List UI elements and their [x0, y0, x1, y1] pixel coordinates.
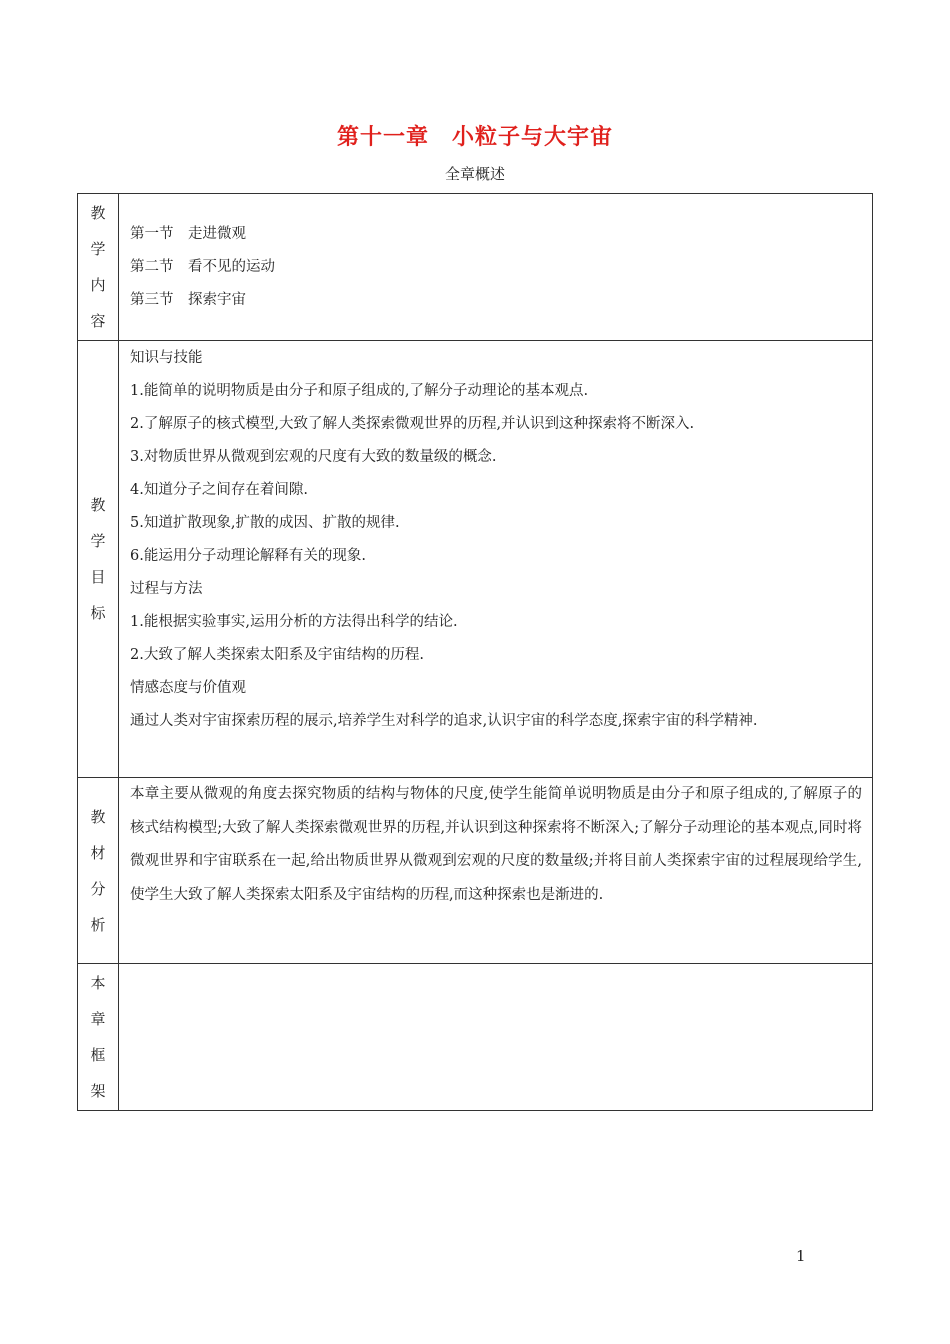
row-label-framework: [78, 964, 119, 1111]
section-item: 第一节 走进微观: [130, 225, 246, 242]
goal-item: 2.大致了解人类探索太阳系及宇宙结构的历程.: [130, 647, 424, 663]
goal-item: 3.对物质世界从微观到宏观的尺度有大致的数量级的概念.: [130, 449, 497, 465]
section-item: 第二节 看不见的运动: [130, 258, 275, 275]
row-label-goals: [78, 341, 119, 778]
label-text: 教材分析: [90, 807, 106, 934]
chapter-overview-table: [77, 193, 873, 1111]
row-label-content: [78, 194, 119, 341]
goal-item: 2.了解原子的核式模型,大致了解人类探索微观世界的历程,并认识到这种探索将不断深入.: [130, 416, 695, 432]
goal-paragraph: 通过人类对宇宙探索历程的展示,培养学生对科学的追求,认识宇宙的科学态度,探索宇宙的科学精神.: [130, 713, 758, 729]
analysis-paragraph: 本章主要从微观的角度去探究物质的结构与物体的尺度,使学生能简单说明物质是由分子和原子组成的,了解原子的核式结构模型;大致了解人类探索微观世界的历程,并认识到这种探索将不断深入;了解分子动理论的基本观点,同时将微观世界和宇宙联系在一起,给出物质世界从微观到宏观的尺度的数量级;并将目前人类探索宇宙的过程展现给学生,使学生大致了解人类探索太阳系及宇宙结构的历程,而这种探索也是渐进的.: [130, 786, 862, 903]
table-row-goals: [78, 341, 873, 778]
framework-cell: [119, 964, 873, 1111]
goal-item: 4.知道分子之间存在着间隙.: [130, 482, 308, 498]
table-row-analysis: [78, 778, 873, 964]
page-number: 1: [796, 1247, 806, 1265]
label-text: 本章框架: [90, 974, 106, 1100]
goal-item: 5.知道扩散现象,扩散的成因、扩散的规律.: [130, 515, 400, 531]
goal-item: 1.能简单的说明物质是由分子和原子组成的,了解分子动理论的基本观点.: [130, 383, 589, 399]
analysis-cell: [119, 778, 873, 964]
goals-section-title: 过程与方法: [130, 581, 203, 597]
row-label-analysis: [78, 778, 119, 964]
goal-item: 6.能运用分子动理论解释有关的现象.: [130, 548, 366, 564]
section-item: 第三节 探索宇宙: [130, 291, 246, 308]
table-row-framework: [78, 964, 873, 1111]
goals-cell: [119, 341, 873, 778]
page-title: 第十一章 小粒子与大宇宙: [336, 124, 613, 150]
goal-item: 1.能根据实验事实,运用分析的方法得出科学的结论.: [130, 614, 458, 630]
label-text: 教学目标: [90, 496, 106, 622]
goals-section-title: 知识与技能: [130, 350, 203, 366]
goals-section-title: 情感态度与价值观: [130, 680, 246, 696]
table-row-content: [78, 194, 873, 341]
page-subtitle: 全章概述: [444, 165, 505, 183]
content-cell: [119, 194, 873, 341]
label-text: 教学内容: [90, 204, 106, 330]
